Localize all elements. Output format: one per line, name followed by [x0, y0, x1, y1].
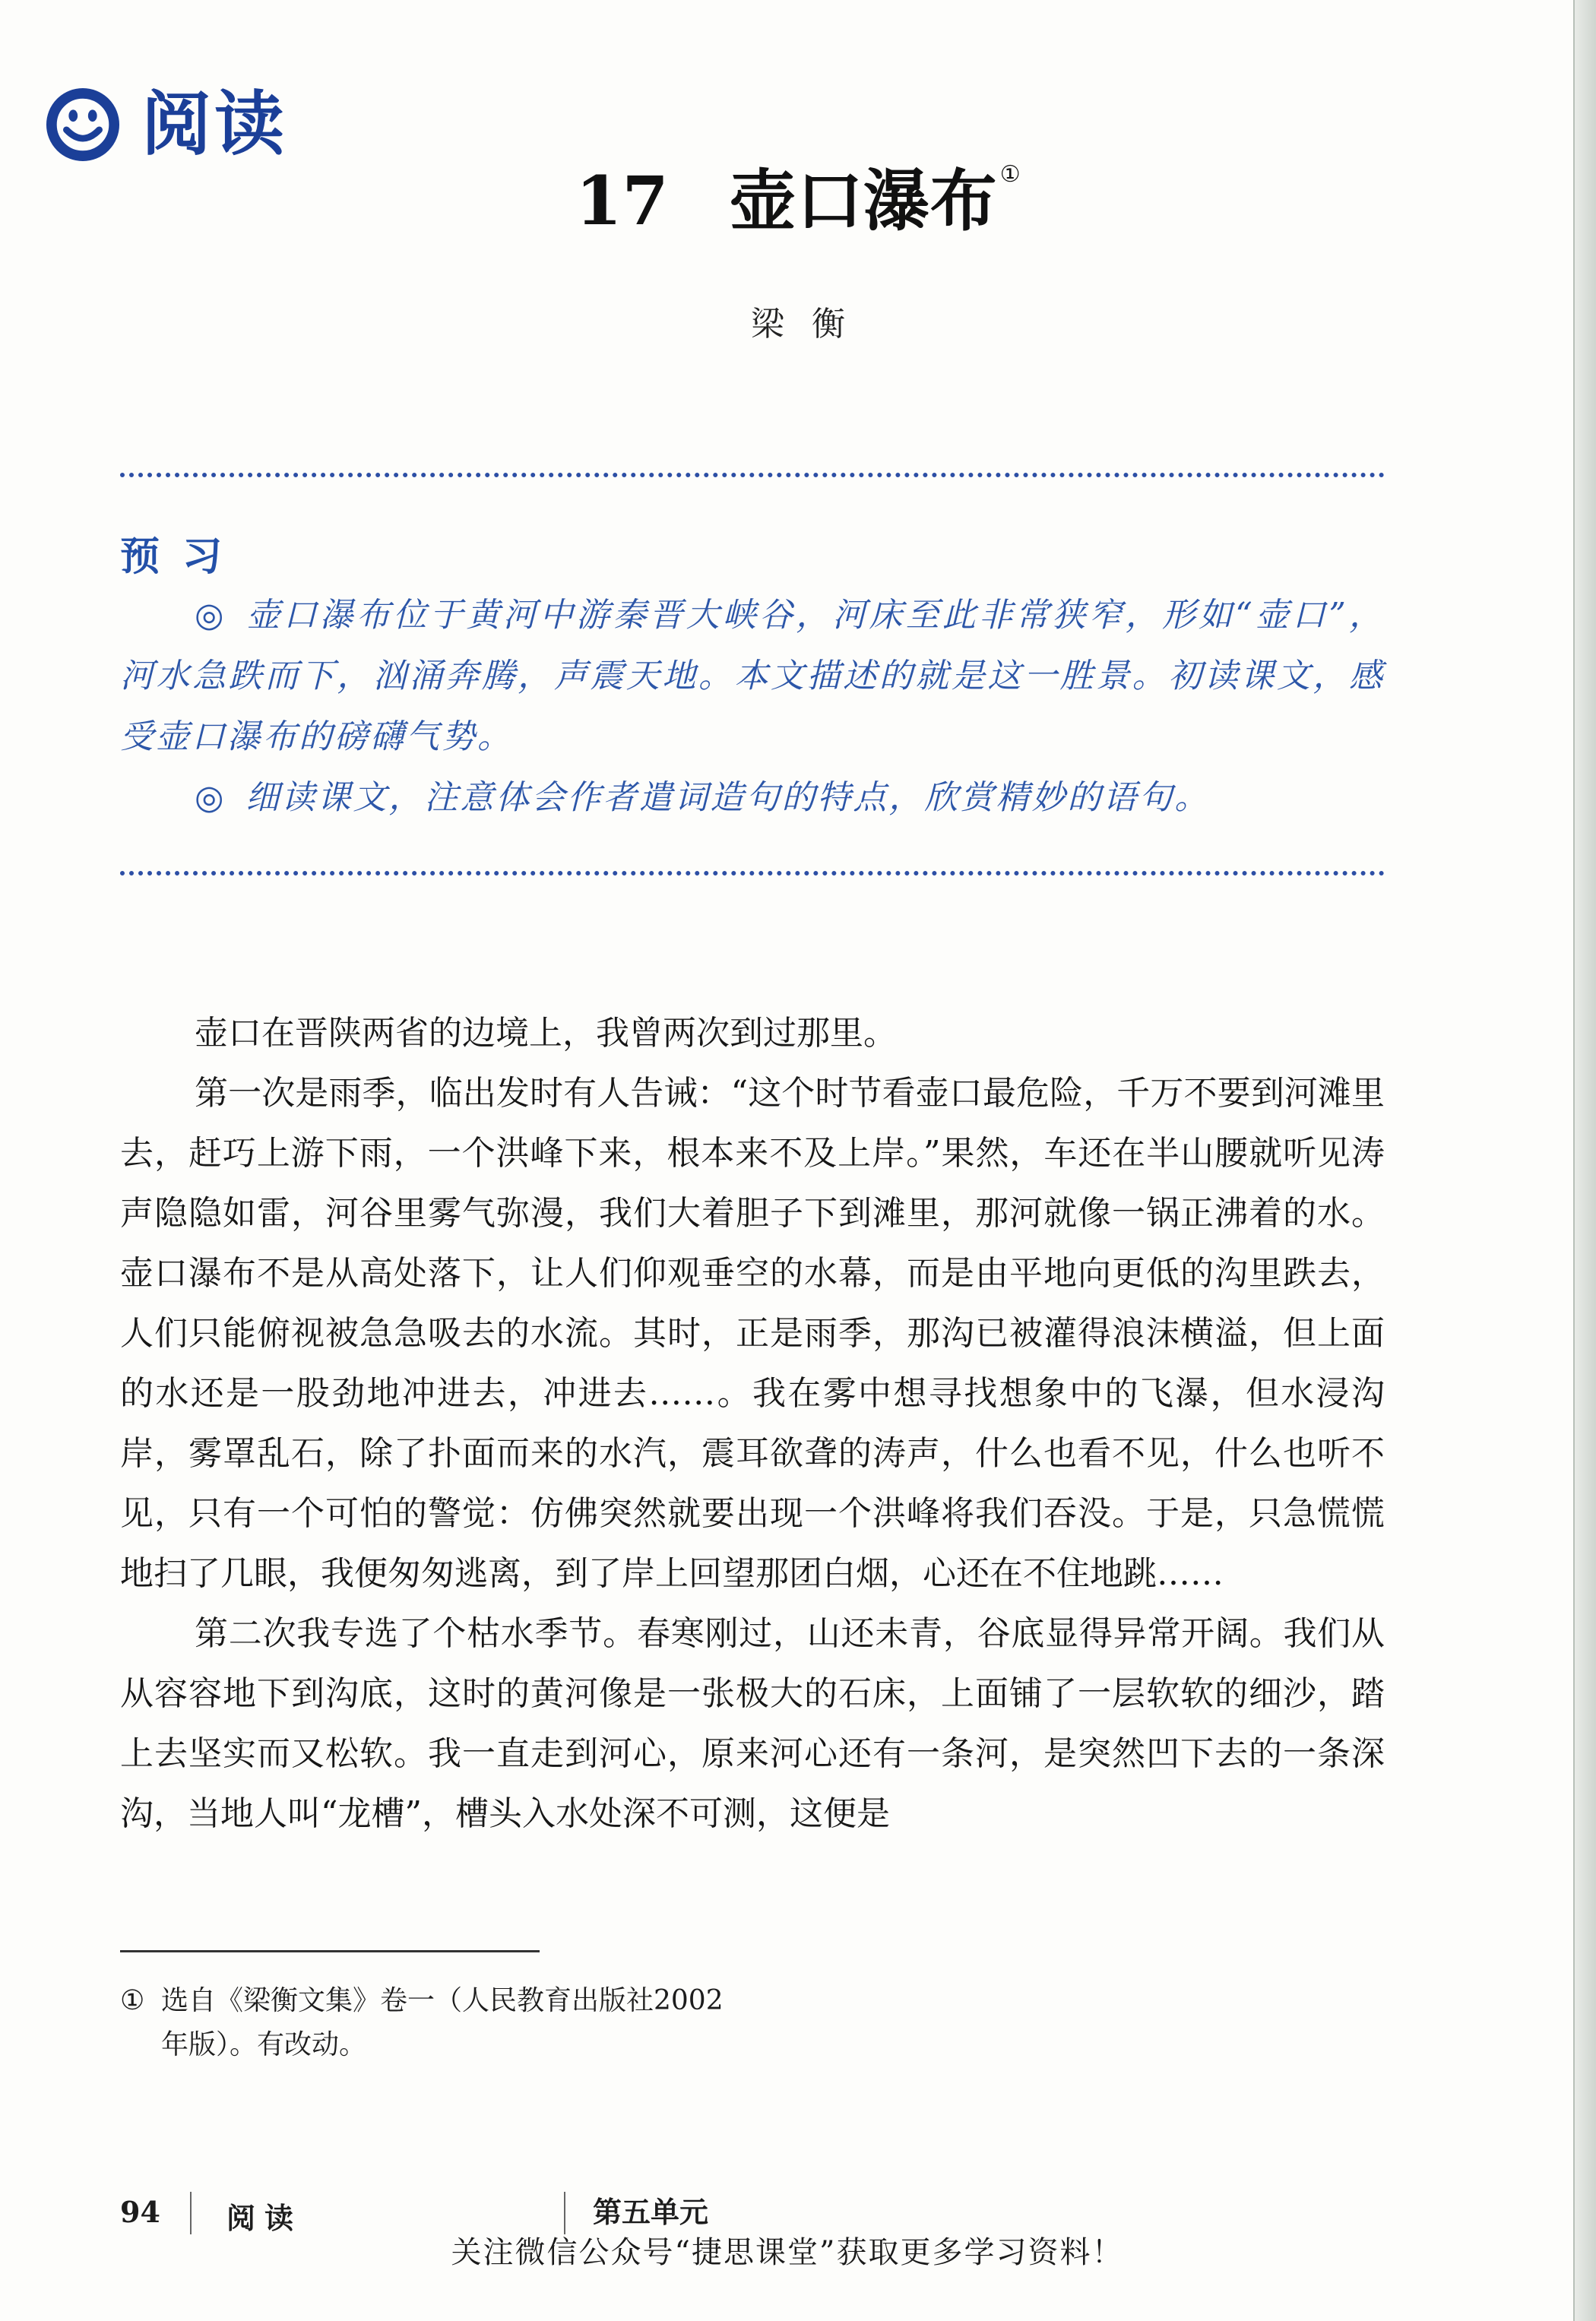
page-number: 94: [120, 2195, 160, 2229]
smiley-icon: [46, 87, 120, 162]
preview-bottom-divider: [120, 871, 1385, 876]
watermark-text: 关注微信公众号“捷思课堂”获取更多学习资料！: [451, 2235, 1124, 2270]
footer-section-label: 阅读: [226, 2201, 303, 2235]
footnote-divider: [120, 1950, 540, 1952]
footnote-marker: ①: [120, 1985, 145, 2016]
footer-unit-label: 第五单元: [593, 2195, 709, 2229]
section-badge: [46, 84, 288, 165]
lesson-title-text: 壶口瀑布: [729, 161, 997, 240]
page-edge: [1573, 0, 1596, 2321]
preview-item: ◎ 壶口瀑布位于黄河中游秦晋大峡谷，河床至此非常狭窄，形如“壶口”，河水急跌而下，汹涌奔腾，声震天地。本文描述的就是这一胜景。初读课文，感受壶口瀑布的磅礴气势。: [120, 596, 1385, 756]
footnote: [120, 1979, 743, 2067]
paragraph: 第二次我专选了个枯水季节。春寒刚过，山还未青，谷底显得异常开阔。我们从从容容地下到沟底，这时的黄河像是一张极大的石床，上面铺了一层软软的细沙，踏上去坚实而又松软。我一直走到河心，原来河心还有一条河，是突然凹下去的一条深沟，当地人叫“龙槽”，槽头入水处深不可测，这便是: [120, 1614, 1385, 1833]
lesson-title: [0, 161, 1596, 242]
preview-heading: 预习: [120, 534, 245, 580]
paragraph: 壶口在晋陕两省的边境上，我曾两次到过那里。: [195, 1014, 897, 1053]
preview-top-divider: [120, 473, 1385, 477]
paragraph: 第一次是雨季，临出发时有人告诫：“这个时节看壶口最危险，千万不要到河滩里去，赶巧上游下雨，一个洪峰下来，根本来不及上岸。”果然，车还在半山腰就听见涛声隐隐如雷，河谷里雾气弥漫，我们大着胆子下到滩里，那河就像一锅正沸着的水。壶口瀑布不是从高处落下，让人们仰观垂空的水幕，而是由平地向更低的沟里跌去，人们只能俯视被急急吸去的水流。其时，正是雨季，那沟已被灌得浪沫横溢，但上面的水还是一股劲地冲进去，冲进去……。我在雾中想寻找想象中的飞瀑，但水浸沟岸，雾罩乱石，除了扑面而来的水汽，震耳欲聋的涛声，什么也看不见，什么也听不见，只有一个可怕的警觉：仿佛突然就要出现一个洪峰将我们吞没。于是，只急慌慌地扫了几眼，我便匆匆逃离，到了岸上回望那团白烟，心还在不住地跳……: [120, 1074, 1385, 1593]
author: 梁衡: [751, 305, 872, 344]
footnote-line: 选自《梁衡文集》卷一（人民教育出版社2002: [161, 1985, 724, 2016]
lesson-number: 17: [575, 161, 669, 240]
preview-item: ◎ 细读课文，注意体会作者遣词造句的特点，欣赏精妙的语句。: [195, 778, 1211, 817]
title-footnote-marker: ①: [999, 161, 1021, 188]
bullet-icon: ◎: [195, 778, 226, 817]
footnote-line: 年版）。有改动。: [161, 2029, 367, 2060]
preview-body: [120, 585, 1385, 828]
section-label: 阅读: [141, 84, 288, 165]
article-body: [120, 1003, 1385, 1844]
bullet-icon: ◎: [195, 596, 227, 635]
